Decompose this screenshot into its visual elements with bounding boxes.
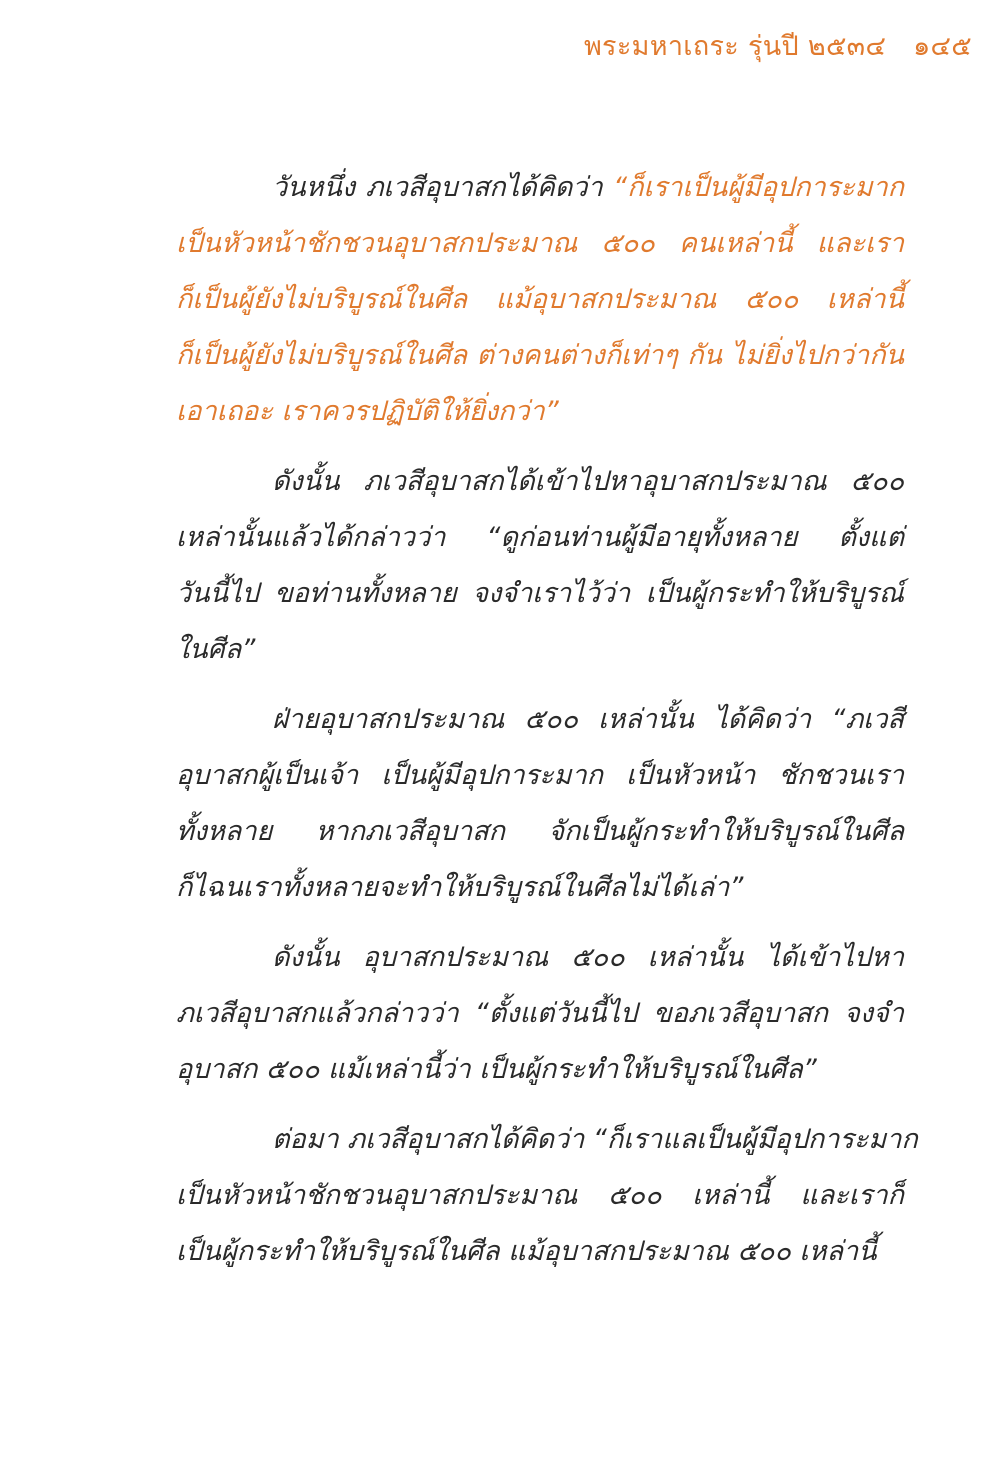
text-line (176, 384, 904, 440)
paragraph (176, 930, 904, 1098)
highlighted-quote-text: ก็เป็นผู้ยังไม่บริบูรณ์ในศีล แม้อุบาสกประมาณ ๕๐๐ เหล่านี้ (176, 284, 904, 315)
text-line (176, 622, 904, 678)
text-line (176, 1224, 904, 1280)
body-text: เหล่านั้นแล้วได้กล่าวว่า “ดูก่อนท่านผู้มีอายุทั้งหลาย ตั้งแต่ (176, 522, 904, 553)
text-line (176, 216, 904, 272)
text-line (176, 692, 904, 748)
body-text: อุบาสก ๕๐๐ แม้เหล่านี้ว่า เป็นผู้กระทำให้บริบูรณ์ในศีล” (176, 1054, 817, 1085)
paragraph (176, 454, 904, 678)
text-line (176, 566, 904, 622)
text-line (176, 1112, 918, 1168)
highlighted-quote-text: เป็นหัวหน้าชักชวนอุบาสกประมาณ ๕๐๐ คนเหล่านี้ และเรา (176, 228, 904, 259)
paragraph (176, 1112, 918, 1280)
body-text: วันนี้ไป ขอท่านทั้งหลาย จงจำเราไว้ว่า เป็นผู้กระทำให้บริบูรณ์ (176, 578, 904, 609)
body-text: อุบาสกผู้เป็นเจ้า เป็นผู้มีอุปการะมาก เป็นหัวหน้า ชักชวนเรา (176, 760, 904, 791)
body-text: ฝ่ายอุบาสกประมาณ ๕๐๐ เหล่านั้น ได้คิดว่า “ภเวสี (272, 704, 904, 735)
text-line (176, 930, 904, 986)
running-header (584, 24, 972, 67)
text-line (176, 328, 904, 384)
body-text: ดังนั้น อุบาสกประมาณ ๕๐๐ เหล่านั้น ได้เข้าไปหา (272, 942, 904, 973)
body-text: เป็นหัวหน้าชักชวนอุบาสกประมาณ ๕๐๐ เหล่านี้ และเราก็ (176, 1180, 904, 1211)
text-line (176, 804, 904, 860)
page-number: ๑๔๕ (913, 31, 972, 62)
highlighted-quote-text: ก็เป็นผู้ยังไม่บริบูรณ์ในศีล ต่างคนต่างก็เท่าๆ กัน ไม่ยิ่งไปกว่ากัน (176, 340, 904, 371)
body-text: เป็นผู้กระทำให้บริบูรณ์ในศีล แม้อุบาสกประมาณ ๕๐๐ เหล่านี้ (176, 1236, 877, 1267)
body-text: ก็ไฉนเราทั้งหลายจะทำให้บริบูรณ์ในศีลไม่ได้เล่า” (176, 872, 744, 903)
body-text: ดังนั้น ภเวสีอุบาสกได้เข้าไปหาอุบาสกประมาณ ๕๐๐ (272, 466, 904, 497)
paragraph (176, 692, 904, 916)
body-text: วันหนึ่ง ภเวสีอุบาสกได้คิดว่า (272, 172, 614, 203)
page-body (176, 160, 918, 1294)
body-text: ทั้งหลาย หากภเวสีอุบาสก จักเป็นผู้กระทำให้บริบูรณ์ในศีล (176, 816, 904, 847)
highlighted-quote-text: “ก็เราเป็นผู้มีอุปการะมาก (613, 172, 904, 203)
book-title: พระมหาเถระ รุ่นปี ๒๕๓๔ (583, 31, 887, 62)
paragraph (176, 160, 904, 440)
text-line (176, 160, 904, 216)
text-line (176, 272, 904, 328)
body-text: ภเวสีอุบาสกแล้วกล่าวว่า “ตั้งแต่วันนี้ไป ขอภเวสีอุบาสก จงจำ (176, 998, 904, 1029)
text-line (176, 986, 904, 1042)
body-text: ต่อมา ภเวสีอุบาสกได้คิดว่า “ก็เราแลเป็นผู้มีอุปการะมาก (272, 1124, 918, 1155)
body-text: ในศีล” (176, 634, 256, 665)
text-line (176, 454, 904, 510)
highlighted-quote-text: เอาเถอะ เราควรปฏิบัติให้ยิ่งกว่า” (176, 396, 559, 427)
text-line (176, 748, 904, 804)
text-line (176, 1168, 904, 1224)
text-line (176, 860, 904, 916)
text-line (176, 510, 904, 566)
text-line (176, 1042, 904, 1098)
